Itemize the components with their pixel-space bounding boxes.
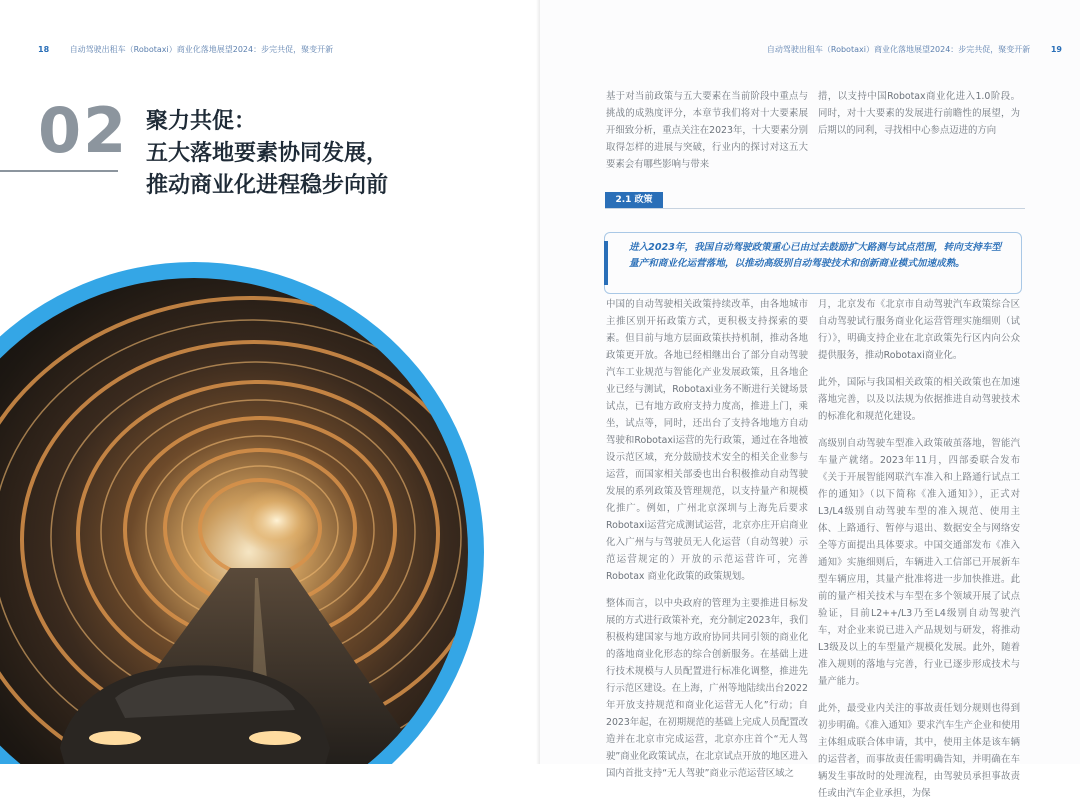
intro-column-1 xyxy=(606,88,808,183)
chapter-title-line: 五大落地要素协同发展， xyxy=(146,141,389,166)
intro-column-2 xyxy=(818,88,1020,149)
body-paragraph: 高级别自动驾驶车型准入政策破茧落地，智能汽车量产就绪。2023年11月，四部委联合发布《关于开展智能网联汽车准入和上路通行试点工作的通知》（以下简称《准入通知》），正式对L3/L4级别自动驾驶车型的准入规范、使用主体、上路通行、暂停与退出、数据安全与网络安全等方面提出具体要求。中国交通部发布《准入通知》实施细则后，车辆进入工信部已开展新车型车辆应用，其量产批准将进一步加快推进。此前的量产相关技术与车型在多个领域开展了试点验证，目前L2++/L3乃至L4级别自动驾驶汽车，对企业来说已进入产品规划与研发，将推动L3级及以上的车型量产规模化发展。此外，随着准入规则的落地与完善，行业已逐步形成技术与量产能力。 xyxy=(818,438,1020,687)
intro-paragraph: 措，以支持中国Robotax商业化进入1.0阶段。同时，对十大要素的发展进行前瞻性的展望，为后期以的同利，寻找相中心参点迈进的方向 xyxy=(818,91,1020,136)
section-badge: 2.1 政策 xyxy=(605,192,663,208)
section-rule xyxy=(605,208,1025,209)
right-running-header: 自动驾驶出租车（Robotaxi）商业化落地展望2024：步完共促，聚变开新 xyxy=(766,45,1031,54)
body-column-right xyxy=(818,296,1020,812)
tunnel-car-photo xyxy=(0,262,540,764)
callout-box xyxy=(604,232,1022,294)
left-running-header: 自动驾驶出租车（Robotaxi）商业化落地展望2024：步完共促，聚变开新 xyxy=(69,45,334,54)
right-page-header xyxy=(767,44,1062,55)
tunnel-illustration xyxy=(0,278,468,764)
body-paragraph: 整体而言，以中央政府的管理为主要推进目标发展的方式进行政策补充，充分制定2023年，我们积极构建国家与地方政府协同共同引领的商业化的落地商业化形态的综合创新服务。在基础上进行技术规模与人员配置进行标准化调整，推进先行示范区建设。在上海，广州等地陆续出台2022年开放支持规范和商业化运营无人化”行动；自 2023年起，在初期规范的基础上完成人员配置改造并在北京市完成运营，北京亦庄首个“无人驾驶”商业化政策试点，在北京试点开放的地区进入国内首批支持“无人驾驶”商业示范运营区域之 xyxy=(606,598,808,779)
chapter-number: 02 xyxy=(38,94,129,167)
body-column-left xyxy=(606,296,808,792)
chapter-title xyxy=(146,106,388,202)
body-paragraph: 此外，最受业内关注的事故责任划分规则也得到初步明确。《准入通知》要求汽车生产企业和使用主体组成联合体申请，其中，使用主体是该车辆的运营者，而事故责任需明确告知，并明确在车辆发生事故时的处理流程，由驾驶员承担事故责任或由汽车企业承担，为保 xyxy=(818,703,1020,799)
left-page-header xyxy=(38,44,333,55)
left-page xyxy=(0,0,540,764)
callout-accent-bar xyxy=(604,241,608,285)
body-paragraph: 此外，国际与我国相关政策的相关政策也在加速落地完善，以及以法规为依据推进自动驾驶技术的标准化和规范化建设。 xyxy=(818,377,1020,422)
body-paragraph: 中国的自动驾驶相关政策持续改革，由各地城市主推区别开拓政策方式，更积极支持探索的要素。但目前与地方层面政策扶持机制，推动各地政策更开放。各地已经相继出台了部分自动驾驶汽车工业规范与智能化产业发展政策，且各地企业已经与测试，Robotaxi业务不断进行关键场景试点，已有地方政府支持力度高，推进上门，乘坐，试点等，同时，还出台了支持各地地方自动驾驶和Robotaxi运营的先行政策，通过在各地被设示范区域，充分鼓励技术安全的相关企业参与运营，而国家相关部委也出台积极推动自动驾驶发展的系列政策及管理规范，以支持量产和规模化推广。例如，广州北京深圳与上海先后要求Robotaxi运营完成测试运营，北京亦庄开启商业化入广州与与驾驶员无人化运营（自动驾驶）示范运营规定的）开放的示范运营许可，完善 Robotax 商业化政策的政策规划。 xyxy=(606,299,808,582)
right-page-number: 19 xyxy=(1050,45,1062,54)
left-page-number: 18 xyxy=(38,45,50,54)
chapter-title-line: 聚力共促： xyxy=(146,109,257,134)
body-paragraph: 月，北京发布《北京市自动驾驶汽车政策综合区自动驾驶试行服务商业化运营管理实施细则（试行）》，明确支持企业在北京政策先行区内向公众提供服务，推动Robotaxi商业化。 xyxy=(818,299,1020,361)
chapter-title-line: 推动商业化进程稳步向前 xyxy=(146,173,389,198)
intro-paragraph: 基于对当前政策与五大要素在当前阶段中重点与挑战的成熟度评分，本章节我们将对十大要素展开细致分析，重点关注在2023年，十大要素分别取得怎样的进展与突破，行业内的探讨对这五大要素会有哪些影响与带来 xyxy=(606,91,808,170)
tunnel-image xyxy=(0,278,468,764)
chapter-rule xyxy=(0,170,118,172)
callout-text: 进入2023年，我国自动驾驶政策重心已由过去鼓励扩大路测与试点范围，转向支持车型量产和商业化运营落地，以推动高级别自动驾驶技术和创新商业模式加速成熟。 xyxy=(629,242,1002,269)
